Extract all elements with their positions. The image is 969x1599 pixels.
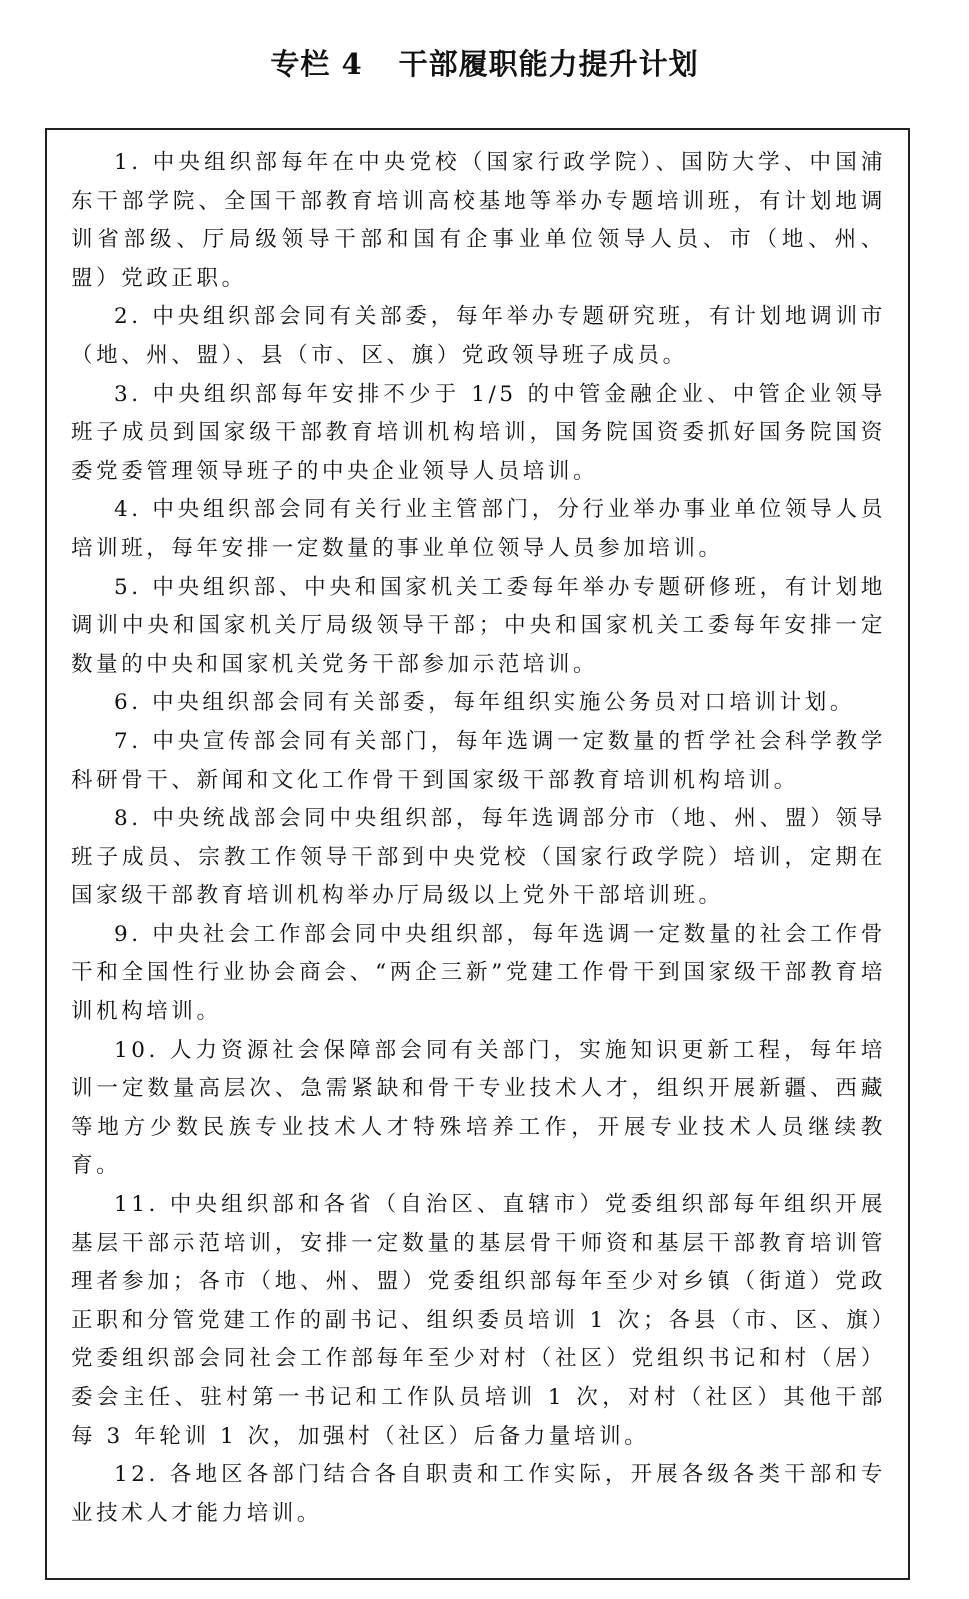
plan-item-7: 7. 中央宣传部会同有关部门，每年选调一定数量的哲学社会科学教学科研骨干、新闻和文化工作骨干到国家级干部教育培训机构培训。 [71, 728, 886, 793]
page-title [0, 44, 969, 84]
plan-item-9: 9. 中央社会工作部会同中央组织部，每年选调一定数量的社会工作骨干和全国性行业协会商会、“两企三新”党建工作骨干到国家级干部教育培训机构培训。 [71, 921, 886, 1025]
plan-item-4: 4. 中央组织部会同有关行业主管部门，分行业举办事业单位领导人员培训班，每年安排一定数量的事业单位领导人员参加培训。 [71, 497, 886, 561]
plan-item-1: 1. 中央组织部每年在中央党校（国家行政学院）、国防大学、中国浦东干部学院、全国干部教育培训高校基地等举办专题培训班，有计划地调训省部级、厅局级领导干部和国有企事业单位领导人员、市（地、州、盟）党政正职。 [71, 150, 886, 291]
plan-item-11: 11. 中央组织部和各省（自治区、直辖市）党委组织部每年组织开展基层干部示范培训，安排一定数量的基层骨干师资和基层干部教育培训管理者参加；各市（地、州、盟）党委组织部每年至少对乡镇（街道）党政正职和分管党建工作的副书记、组织委员培训 1 次；各县（市、区、旗）党委组织部会同社会工作部每年至少对村（社区）党组织书记和村（居）委会主任、驻村第一书记和工作队员培训 1 次，对村（社区）其他干部每 3 年轮训 1 次，加强村（社区）后备力量培训。 [71, 1192, 886, 1449]
plan-item-3: 3. 中央组织部每年安排不少于 1/5 的中管金融企业、中管企业领导班子成员到国家级干部教育培训机构培训，国务院国资委抓好国务院国资委党委管理领导班子的中央企业领导人员培训。 [71, 381, 886, 484]
plan-item-10: 10. 人力资源社会保障部会同有关部门，实施知识更新工程，每年培训一定数量高层次、急需紧缺和骨干专业技术人才，组织开展新疆、西藏等地方少数民族专业技术人才特殊培养工作，开展专业技术人员继续教育。 [71, 1037, 886, 1179]
plan-item-2: 2. 中央组织部会同有关部委，每年举办专题研究班，有计划地调训市（地、州、盟）、县（市、区、旗）党政领导班子成员。 [71, 304, 886, 368]
plan-item-5: 5. 中央组织部、中央和国家机关工委每年举办专题研修班，有计划地调训中央和国家机关厅局级领导干部；中央和国家机关工委每年安排一定数量的中央和国家机关党务干部参加示范培训。 [71, 574, 886, 677]
column-label: 专栏 4 [270, 47, 363, 81]
plan-item-6: 6. 中央组织部会同有关部委，每年组织实施公务员对口培训计划。 [114, 690, 855, 716]
plan-item-12: 12. 各地区各部门结合各自职责和工作实际，开展各级各类干部和专业技术人才能力培训。 [71, 1462, 886, 1526]
content-box [45, 128, 910, 1580]
plan-item-8: 8. 中央统战部会同中央组织部，每年选调部分市（地、州、盟）领导班子成员、宗教工作领导干部到中央党校（国家行政学院）培训，定期在国家级干部教育培训机构举办厅局级以上党外干部培训班。 [71, 806, 886, 909]
title-heading: 干部履职能力提升计划 [398, 47, 699, 81]
